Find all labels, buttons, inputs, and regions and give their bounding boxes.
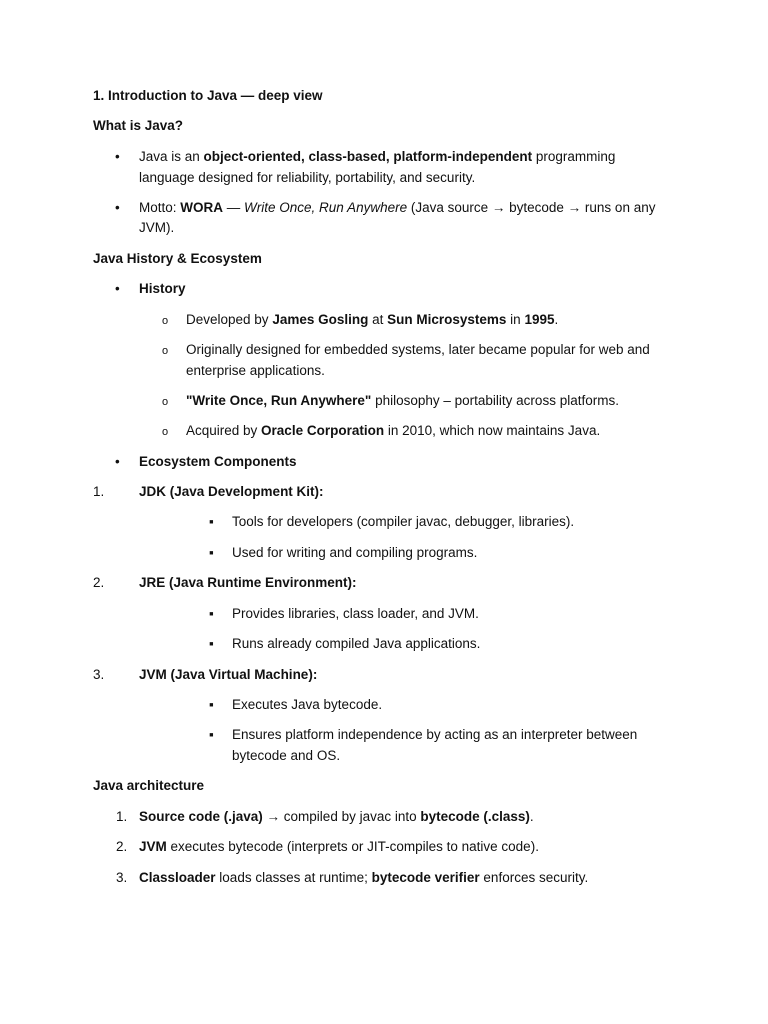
component-item: Executes Java bytecode. — [232, 697, 383, 712]
circle-bullet-icon — [162, 310, 168, 332]
subsection-label-history: History — [139, 281, 186, 296]
component-title-jvm: JVM (Java Virtual Machine): — [139, 667, 318, 682]
section-title-architecture: Java architecture — [93, 778, 205, 793]
circle-bullet-icon — [162, 421, 168, 443]
bullet-icon — [115, 198, 120, 219]
list-number: 2. — [116, 839, 128, 854]
text-fragment: . — [529, 809, 534, 824]
italic-text: Write Once, Run Anywhere — [244, 200, 408, 215]
text-fragment: enforces security. — [479, 870, 589, 885]
list-item-continuation: JVM). — [139, 220, 175, 235]
square-bullet-icon — [209, 695, 214, 716]
component-item-continuation: bytecode and OS. — [232, 748, 341, 763]
bold-text: "Write Once, Run Anywhere" — [186, 393, 372, 408]
list-item-motto — [139, 198, 655, 219]
bold-text: object-oriented, class-based, platform-independent — [203, 149, 533, 164]
bold-text: James Gosling — [272, 312, 369, 327]
history-item — [186, 310, 558, 331]
square-bullet-icon — [209, 634, 214, 655]
list-item-continuation: language designed for reliability, portability, and security. — [139, 170, 476, 185]
text-fragment: — — [223, 200, 245, 215]
component-item: Used for writing and compiling programs. — [232, 545, 478, 560]
text-fragment: Developed by — [186, 312, 273, 327]
text-fragment: Acquired by — [186, 423, 262, 438]
bold-text: JVM — [139, 839, 167, 854]
bullet-icon — [115, 452, 120, 473]
history-item: Originally designed for embedded systems, later became popular for web and — [186, 342, 650, 357]
bold-text: Oracle Corporation — [261, 423, 385, 438]
component-item: Tools for developers (compiler javac, debugger, libraries). — [232, 514, 575, 529]
text-fragment: loads classes at runtime; — [215, 870, 372, 885]
section-title-history-ecosystem: Java History & Ecosystem — [93, 251, 262, 266]
bold-text: Source code (.java) — [139, 809, 263, 824]
page-title: 1. Introduction to Java — deep view — [93, 88, 323, 103]
component-item: Provides libraries, class loader, and JVM. — [232, 606, 479, 621]
component-title-jre: JRE (Java Runtime Environment): — [139, 575, 357, 590]
history-item-continuation: enterprise applications. — [186, 363, 325, 378]
square-bullet-icon — [209, 725, 214, 746]
list-number: 3. — [93, 667, 105, 682]
square-bullet-icon — [209, 543, 214, 564]
list-number: 1. — [116, 809, 128, 824]
text-fragment: executes bytecode (interprets or JIT-compiles to native code). — [166, 839, 539, 854]
list-number: 1. — [93, 484, 105, 499]
text-fragment: at — [368, 312, 388, 327]
text-fragment: (Java source → bytecode → runs on any — [407, 200, 656, 215]
circle-bullet-icon — [162, 391, 168, 413]
bullet-icon — [115, 279, 120, 300]
bold-text: Classloader — [139, 870, 216, 885]
text-fragment: philosophy – portability across platforms. — [371, 393, 619, 408]
subsection-label-ecosystem: Ecosystem Components — [139, 454, 297, 469]
bold-text: bytecode verifier — [371, 870, 480, 885]
bold-text: 1995 — [524, 312, 555, 327]
component-item: Ensures platform independence by acting as an interpreter between — [232, 727, 638, 742]
text-fragment: Motto: — [139, 200, 181, 215]
list-number: 2. — [93, 575, 105, 590]
bold-text: bytecode (.class) — [420, 809, 530, 824]
history-item — [186, 391, 619, 412]
square-bullet-icon — [209, 604, 214, 625]
bold-text: Sun Microsystems — [387, 312, 507, 327]
text-fragment: . — [554, 312, 559, 327]
circle-bullet-icon — [162, 340, 168, 362]
text-fragment: → compiled by javac into — [262, 809, 421, 824]
list-item-java-definition — [139, 147, 615, 168]
text-fragment: in — [506, 312, 525, 327]
section-title-what-is-java: What is Java? — [93, 118, 184, 133]
bullet-icon — [115, 147, 120, 168]
square-bullet-icon — [209, 512, 214, 533]
list-number: 3. — [116, 870, 128, 885]
architecture-item — [139, 807, 534, 828]
architecture-item — [139, 868, 588, 889]
text-fragment: Java is an — [139, 149, 204, 164]
architecture-item — [139, 837, 539, 858]
component-title-jdk: JDK (Java Development Kit): — [139, 484, 324, 499]
component-item: Runs already compiled Java applications. — [232, 636, 481, 651]
history-item — [186, 421, 600, 442]
text-fragment: programming — [532, 149, 616, 164]
bold-text: WORA — [180, 200, 224, 215]
text-fragment: in 2010, which now maintains Java. — [384, 423, 601, 438]
